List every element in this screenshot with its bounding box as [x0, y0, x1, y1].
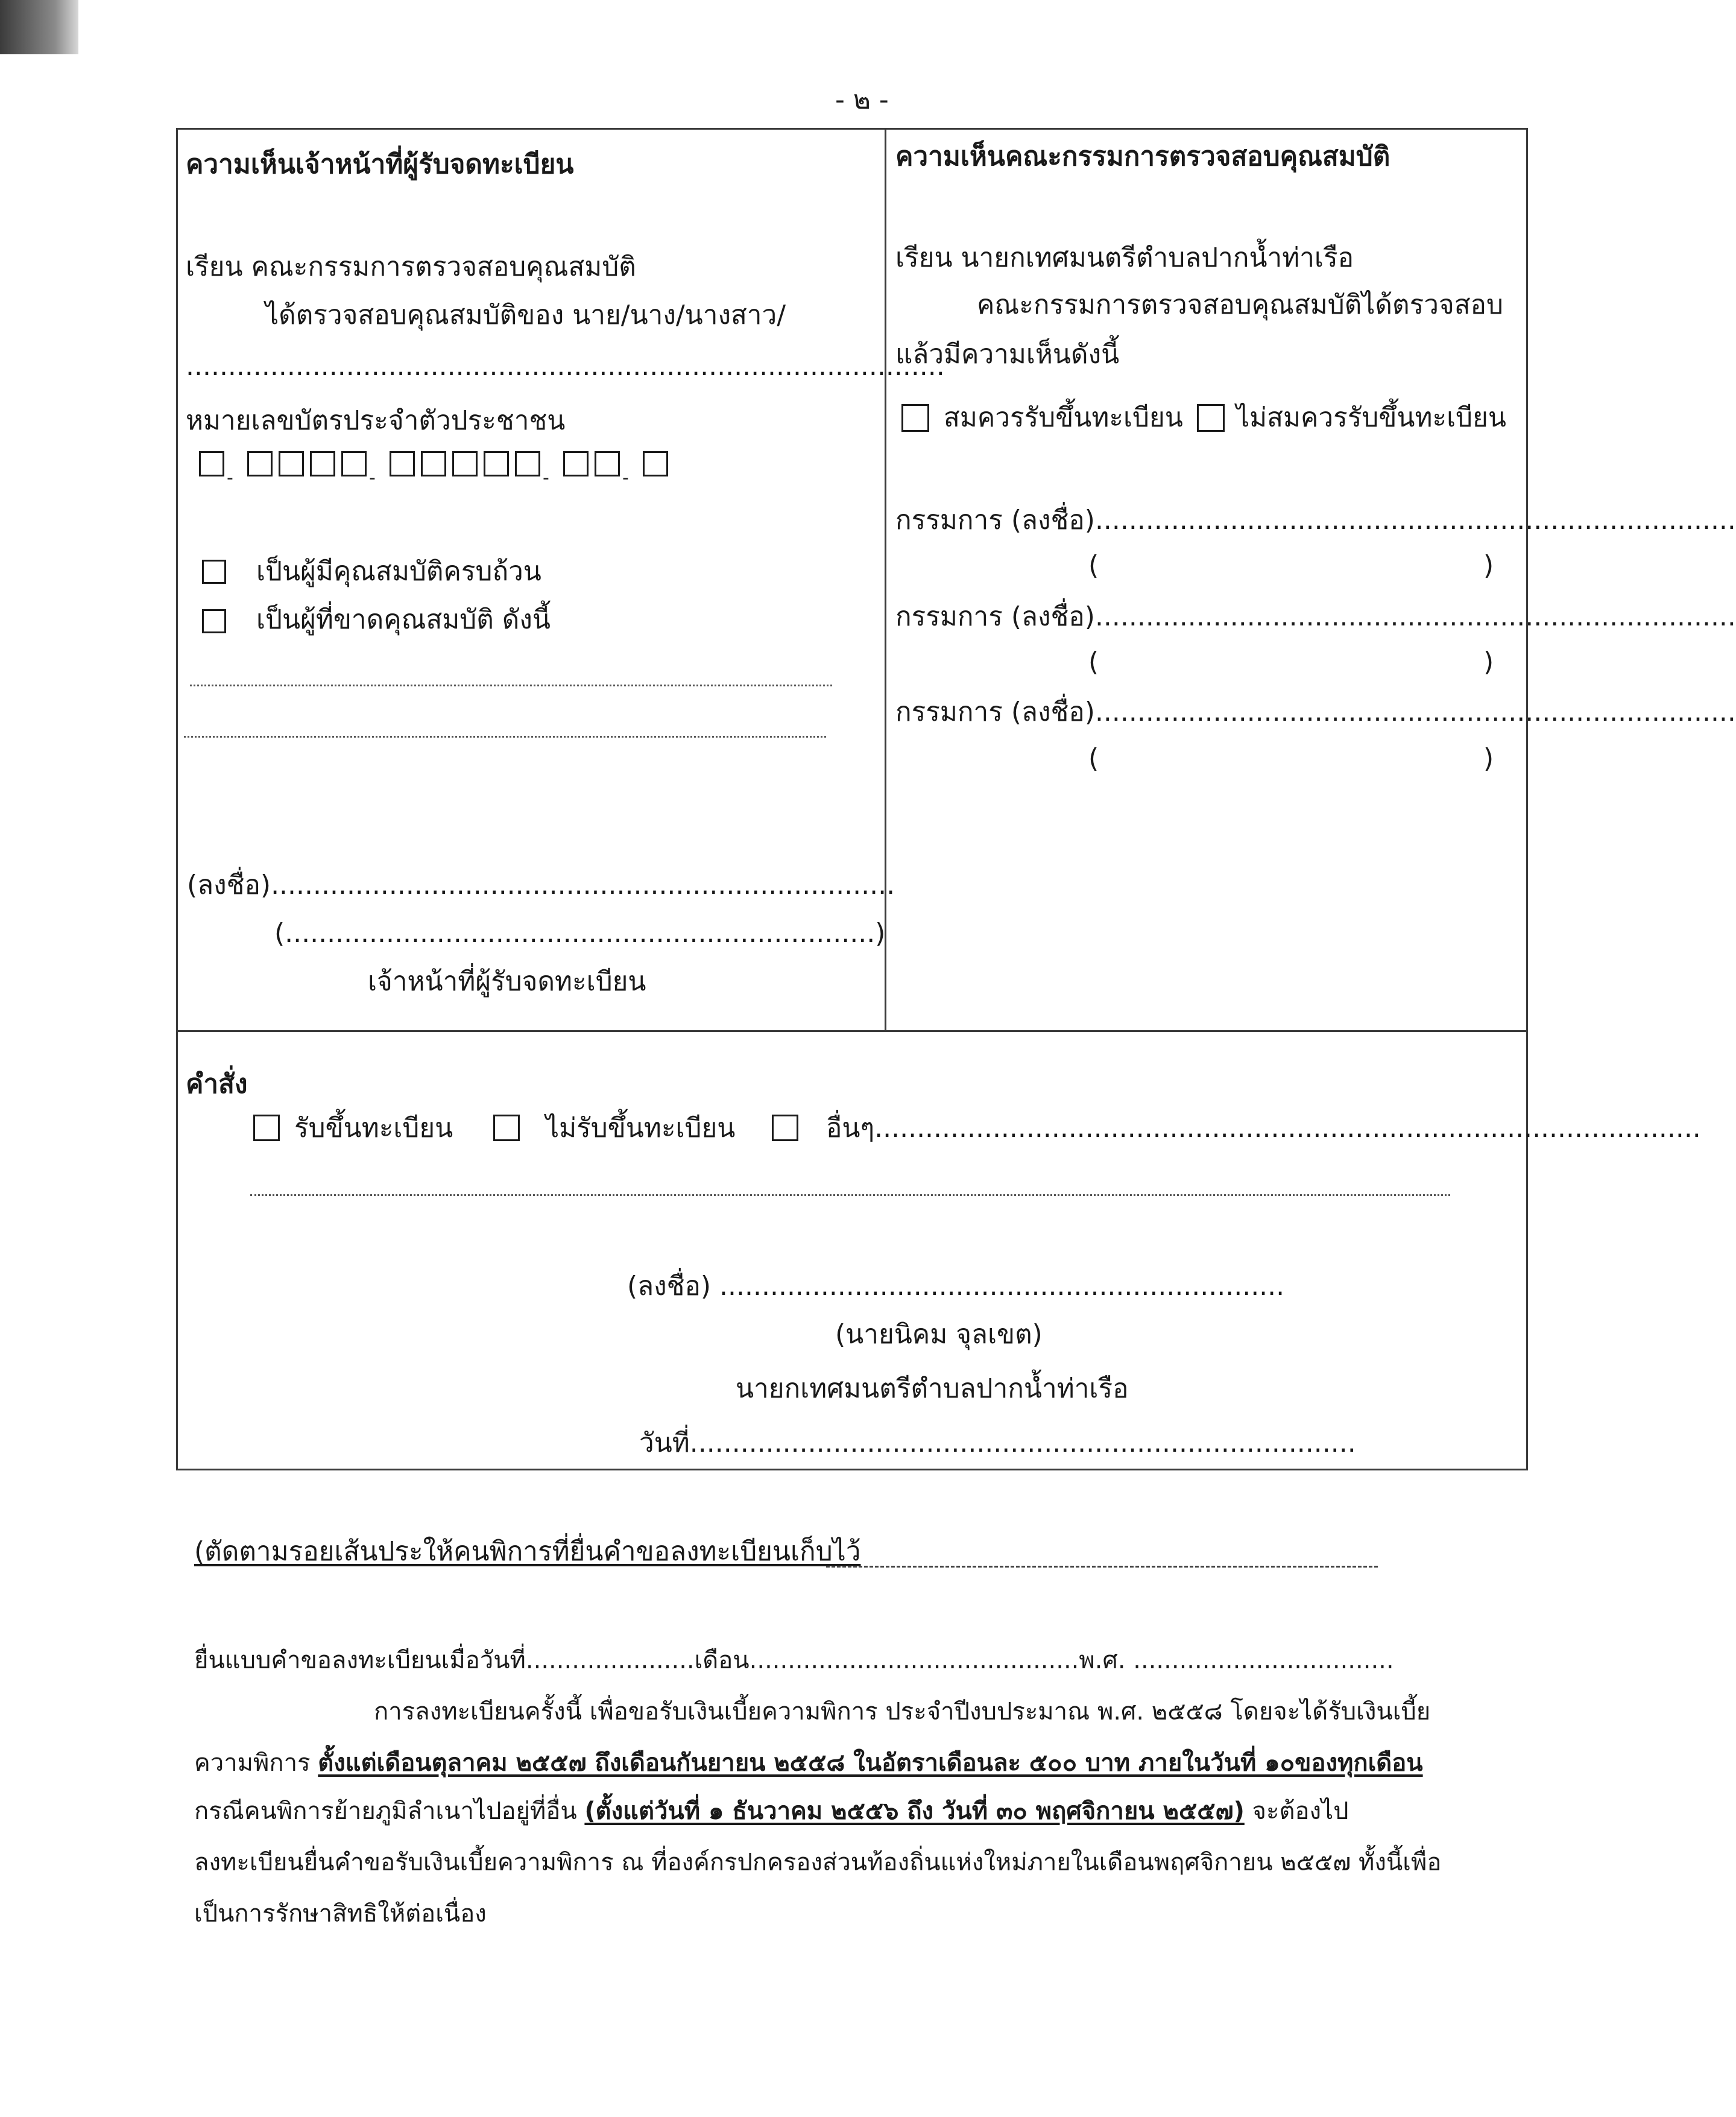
order-reject-checkbox[interactable] [493, 1115, 520, 1141]
order-other-checkbox[interactable] [772, 1115, 798, 1141]
right-to-line: เรียน นายกเทศมนตรีตำบลปากน้ำท่าเรือ [895, 242, 1354, 273]
name-dots: .......................................................................................... [186, 351, 945, 382]
committee-1-paren-close: ) [1483, 550, 1494, 581]
committee-2-sign: กรรมการ (ลงชื่อ)............................................................................ [895, 601, 1736, 632]
right-body-2: แล้วมีความเห็นดังนี้ [895, 339, 1120, 370]
mayor-title: นายกเทศมนตรีตำบลปากน้ำท่าเรือ [736, 1373, 1129, 1404]
accept-label: สมควรรับขึ้นทะเบียน [944, 402, 1183, 433]
committee-3-sign: กรรมการ (ลงชื่อ)............................................................................ [895, 697, 1736, 727]
qualified-label: เป็นผู้มีคุณสมบัติครบถ้วน [256, 556, 541, 587]
committee-3-paren-close: ) [1483, 743, 1494, 774]
order-extra-line[interactable] [250, 1194, 1450, 1196]
reason-line-2[interactable] [184, 736, 826, 738]
cut-instruction: (ตัดตามรอยเส้นประให้คนพิการที่ยื่นคำขอลงทะเบียนเก็บไว้ [194, 1536, 861, 1567]
order-date-line: วันที่............................................................................... [639, 1428, 1356, 1458]
left-checked-line: ได้ตรวจสอบคุณสมบัติของ นาย/นาง/นางสาว/ [265, 300, 786, 331]
right-body-1: คณะกรรมการตรวจสอบคุณสมบัติได้ตรวจสอบ [977, 290, 1503, 320]
scan-edge-shadow [0, 0, 78, 54]
left-panel-heading: ความเห็นเจ้าหน้าที่ผู้รับจดทะเบียน [186, 149, 574, 180]
reason-line-1[interactable] [190, 685, 832, 686]
mayor-sign-line: (ลงชื่อ) ................................................................... [627, 1271, 1285, 1302]
id-number-boxes[interactable]: - - - - [199, 451, 760, 481]
qualified-checkbox[interactable] [202, 560, 226, 584]
cut-dashed-line [826, 1566, 1378, 1568]
committee-2-paren-open: ( [1088, 647, 1099, 677]
officer-sign-line: (ลงชื่อ).......................................................................... [187, 870, 895, 900]
receipt-para-3: กรณีคนพิการย้ายภูมิลำเนาไปอยู่ที่อื่น (ตั้งแต่วันที่ ๑ ธันวาคม ๒๕๕๖ ถึง วันที่ ๓๐ พฤศจิกายน ๒๕๕๗) จะต้องไป [194, 1797, 1349, 1825]
officer-name-paren: (......................................................................) [274, 918, 886, 949]
order-accept-checkbox[interactable] [253, 1115, 280, 1141]
left-to-line: เรียน คณะกรรมการตรวจสอบคุณสมบัติ [186, 252, 636, 282]
order-heading: คำสั่ง [186, 1069, 248, 1100]
committee-2-paren-close: ) [1483, 647, 1494, 677]
committee-1-paren-open: ( [1088, 550, 1099, 581]
receipt-para-5: เป็นการรักษาสิทธิให้ต่อเนื่อง [194, 1900, 487, 1928]
mayor-name: (นายนิคม จุลเขต) [835, 1319, 1043, 1350]
page-number: - ๒ - [835, 84, 889, 115]
unqualified-checkbox[interactable] [202, 609, 226, 633]
right-panel-heading: ความเห็นคณะกรรมการตรวจสอบคุณสมบัติ [895, 141, 1390, 172]
committee-3-paren-open: ( [1088, 743, 1099, 774]
reject-checkbox[interactable] [1197, 404, 1225, 432]
receipt-para-2: ความพิการ ตั้งแต่เดือนตุลาคม ๒๕๕๗ ถึงเดือนกันยายน ๒๕๕๘ ในอัตราเดือนละ ๕๐๐ บาท ภายในวันที่ ๑๐ของทุกเดือน [194, 1749, 1423, 1777]
receipt-date-line: ยื่นแบบคำขอลงทะเบียนเมื่อวันที่......................เดือน...........................................พ.ศ. .................................. [194, 1647, 1394, 1674]
order-divider [176, 1030, 1526, 1032]
unqualified-label: เป็นผู้ที่ขาดคุณสมบัติ ดังนี้ [256, 604, 551, 635]
receipt-para-4: ลงทะเบียนยื่นคำขอรับเงินเบี้ยความพิการ ณ ที่องค์กรปกครองส่วนท้องถิ่นแห่งใหม่ภายในเดือนพฤศจิกายน ๒๕๕๗ ทั้งนี้เพื่อ [194, 1849, 1442, 1876]
reject-label: ไม่สมควรรับขึ้นทะเบียน [1236, 402, 1506, 433]
order-accept-label: รับขึ้นทะเบียน [294, 1113, 453, 1144]
order-other-label: อื่นๆ.................................................................................................. [826, 1113, 1701, 1144]
officer-role: เจ้าหน้าที่ผู้รับจดทะเบียน [368, 966, 646, 997]
order-reject-label: ไม่รับขึ้นทะเบียน [546, 1113, 736, 1144]
receipt-para-1: การลงทะเบียนครั้งนี้ เพื่อขอรับเงินเบี้ยความพิการ ประจำปีงบประมาณ พ.ศ. ๒๕๕๘ โดยจะได้รับเงินเบี้ย [374, 1698, 1431, 1726]
id-label: หมายเลขบัตรประจำตัวประชาชน [186, 405, 566, 436]
committee-1-sign: กรรมการ (ลงชื่อ)............................................................................ [895, 505, 1736, 536]
accept-checkbox[interactable] [901, 404, 929, 432]
